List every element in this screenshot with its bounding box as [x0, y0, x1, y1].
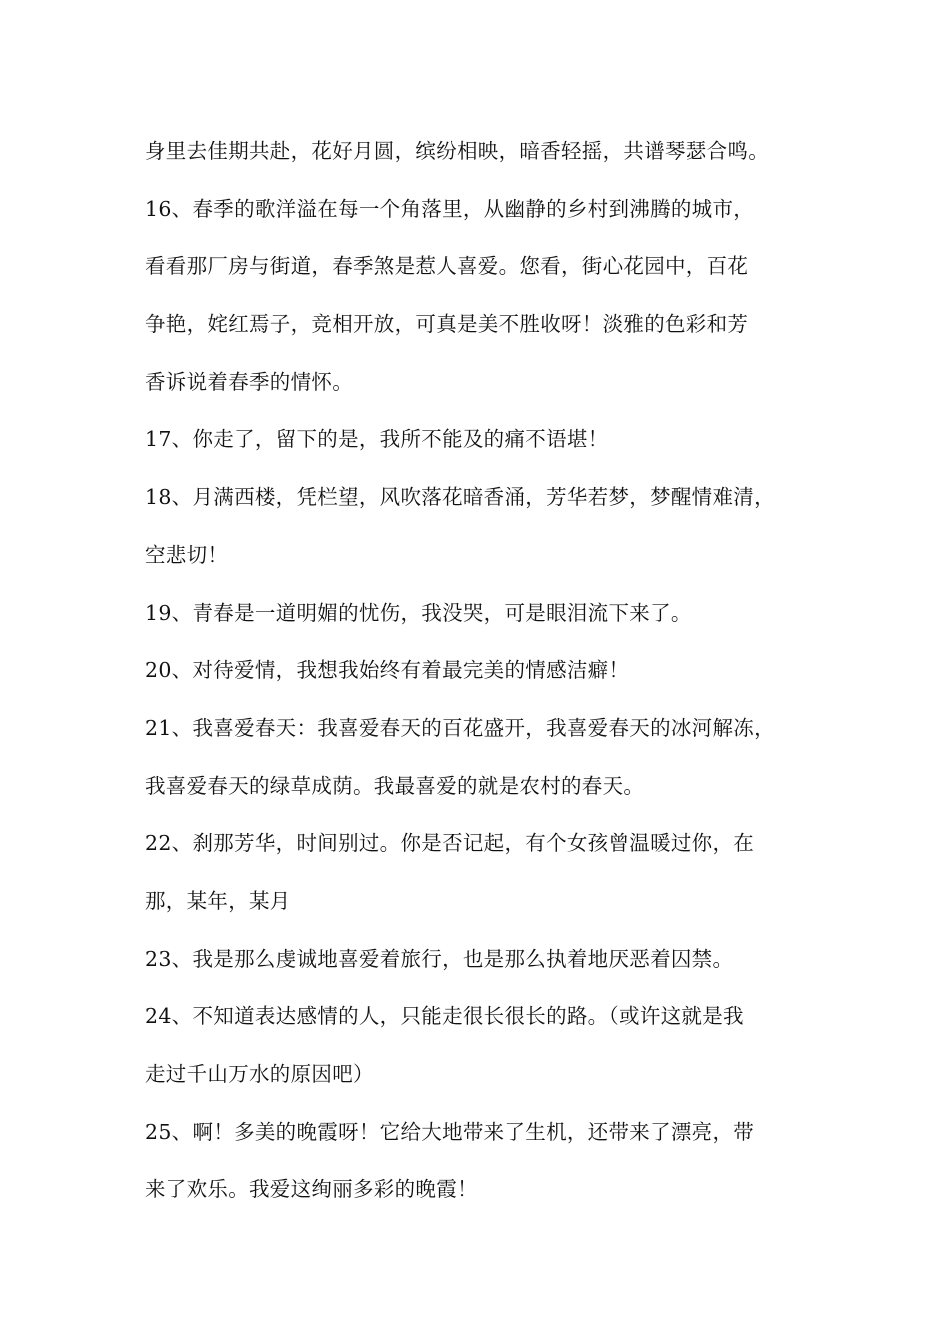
text-line: 争艳，姹红焉子，竞相开放，可真是美不胜收呀！淡雅的色彩和芳	[145, 312, 749, 337]
text-line: 16、春季的歌洋溢在每一个角落里，从幽静的乡村到沸腾的城市，	[145, 196, 755, 221]
text-line: 来了欢乐。我爱这绚丽多彩的晚霞！	[145, 1177, 478, 1202]
text-line: 19、青春是一道明媚的忧伤，我没哭，可是眼泪流下来了。	[145, 600, 692, 625]
text-line: 23、我是那么虔诚地喜爱着旅行，也是那么执着地厌恶着囚禁。	[145, 946, 734, 971]
text-line: 香诉说着春季的情怀。	[145, 369, 353, 394]
text-line: 17、你走了，留下的是，我所不能及的痛不语堪！	[145, 427, 609, 452]
text-line: 身里去佳期共赴，花好月圆，缤纷相映，暗香轻摇，共谱琴瑟合鸣。	[145, 139, 769, 163]
text-line: 我喜爱春天的绿草成荫。我最喜爱的就是农村的春天。	[145, 773, 645, 798]
text-line: 25、啊！多美的晚霞呀！它给大地带来了生机，还带来了漂亮，带	[145, 1119, 755, 1144]
text-line: 20、对待爱情，我想我始终有着最完美的情感洁癖！	[145, 658, 630, 683]
text-line: 24、不知道表达感情的人，只能走很长很长的路。（或许这就是我	[145, 1004, 744, 1029]
document-body	[145, 133, 825, 1229]
text-line: 那，某年，某月	[145, 888, 291, 913]
text-line: 22、刹那芳华，时间别过。你是否记起，有个女孩曾温暖过你，在	[145, 831, 755, 856]
text-line: 18、月满西楼，凭栏望，风吹落花暗香涌，芳华若梦，梦醒情难清，	[145, 485, 775, 510]
text-line: 空悲切！	[145, 542, 229, 567]
text-line: 走过千山万水的原因吧）	[145, 1062, 374, 1086]
text-line: 看看那厂房与街道，春季煞是惹人喜爱。您看，街心花园中，百花	[145, 254, 749, 279]
text-line: 21、我喜爱春天：我喜爱春天的百花盛开，我喜爱春天的冰河解冻，	[145, 715, 775, 740]
